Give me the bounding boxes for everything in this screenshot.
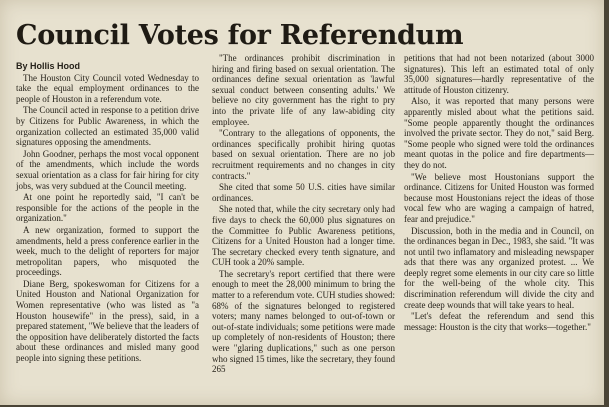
paragraph: "The ordinances prohibit discrimination in hiring and firing based on sexual orientation. The ordinances define sexual orientation as 'lawful sexual conduct between consenting adults.' We believe no city government has the right to pry into the private life of any law-abiding city employee.: [212, 53, 395, 127]
paragraph: Diane Berg, spokeswoman for Citizens for a United Houston and National Organization for Women representative (who was listed as "a Houston housewife" in the press), said, in a prepared statement, "We believe that the leaders of the opposition have deliberately distorted the facts about these ordinances and misled many good people into signing these petitions.: [16, 278, 199, 364]
paragraph: The Council acted in response to a petition drive by Citizens for Public Awareness, in which the organization collected an estimated 35,000 valid signatures opposing the amendments.: [16, 105, 199, 148]
paragraph: At one point he reportedly said, "I can't be responsible for the actions of the people in the organization.": [16, 192, 199, 224]
headline: Council Votes for Referendum: [16, 20, 464, 51]
article-column-2: [212, 53, 395, 405]
paragraph: A new organization, formed to support the amendments, held a press conference earlier in the week, much to the delight of reporters for major metropolitan papers, who misquoted the proceedings.: [16, 224, 199, 278]
paragraph: Also, it was reported that many persons were apparently misled about what the petitions said. "Some people apparently thought the ordinances involved the private sector. They do not," said Berg. "Some people who signed were told the ordinances meant quotas in the police and fire departments—they do not.: [404, 96, 594, 170]
paragraph: The Houston City Council voted Wednesday to take the equal employment ordinances to the people of Houston in a referendum vote.: [16, 72, 199, 104]
byline: By Hollis Hood: [16, 61, 81, 71]
paragraph: She noted that, while the city secretary only had five days to check the 60,000 plus signatures on the Committee fo Public Awareness petitions, Citizens for a United Houston had a longer time. The secretary checked every tenth signature, and CUH took a 20% sample.: [212, 204, 395, 268]
paragraph: Discussion, both in the media and in Council, on the ordinances began in Dec., 1983, she said. "It was not until two inflamatory and misleading newspaper ads that there was any organized protest. ... We deeply regret some elements in our city care so little for the well-being of the whole city. This discrimination referendum will divide the city and create deep wounds that will take years to heal.: [404, 225, 594, 310]
paragraph: "We believe most Houstonians support the ordinance. Citizens for United Houston was formed because most Houstonians reject the ideas of those vocal few who are waging a campaign of hatred, fear and prejudice.": [404, 171, 594, 224]
paragraph: "Let's defeat the referendum and send this message: Houston is the city that works—together.": [404, 311, 594, 332]
article-column-1: [16, 61, 199, 405]
paragraph: petitions that had not been notarized (about 3000 signatures). This left an estimated total of only 35,000 signatures—hardly representative of the attitude of Houston citizenry.: [404, 53, 594, 95]
paragraph: She cited that some 50 U.S. cities have similar ordinances.: [212, 182, 395, 203]
article-column-3: [404, 53, 594, 405]
paragraph: The secretary's report certified that there were enough to meet the 28,000 minimum to bring the matter to a referendum vote. CUH studies showed: 68% of the signatures belonged to registered voters; many names belonged to out-of-town or out-of-state individuals; some petitions were made up completely of non-residents of Houston; there were "glaring duplications," such as one person who signed 15 times, like the secretary, they found 265: [212, 268, 395, 375]
paragraph: John Goodner, perhaps the most vocal opponent of the amendments, which include the words sexual orientation as a class for fair hiring for city jobs, was very subdued at the Council meeting.: [16, 148, 199, 191]
paragraph: "Contrary to the allegations of opponents, the ordinances specifically prohibit hiring quotas based on sexual orientation. There are no job recruitment requirements and no changes in city contracts.": [212, 128, 395, 181]
